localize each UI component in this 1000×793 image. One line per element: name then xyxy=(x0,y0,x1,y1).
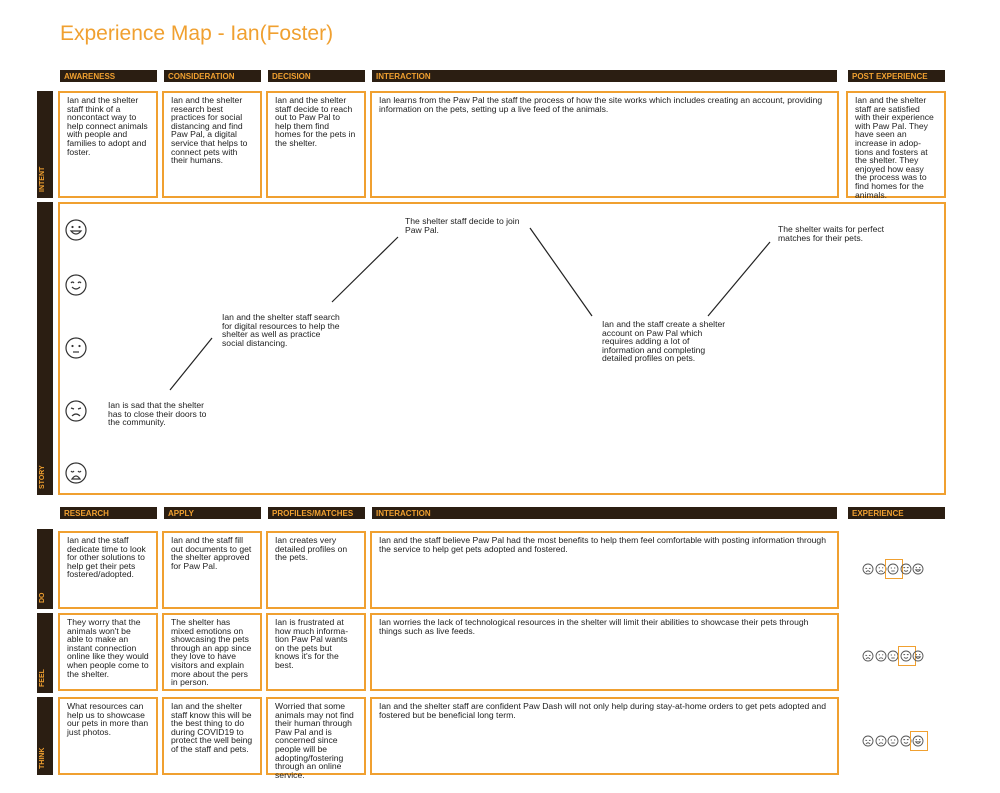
neutral-face-icon xyxy=(887,735,899,747)
think-apply: Ian and the shelter staff know this will be the best thing to do during COVID19 to protect the well being of the staff and pets. xyxy=(162,697,262,775)
feel-apply: The shelter has mixed emotions on showcasing the pets through an app since they love to have visitors and explain more about the pers in person. xyxy=(162,613,262,691)
do-research: Ian and the staff dedicate time to look for other solutions to help get their pets fostered/adopted. xyxy=(58,531,158,609)
story-point-2: Ian and the shelter staff search for digital resources to help the shelter as well as practice social distancing. xyxy=(222,312,340,348)
sad-face-icon xyxy=(875,650,887,662)
header-interaction-2: INTERACTION xyxy=(372,507,837,519)
intent-consideration: Ian and the shelter research best practices for social distancing and find Paw Pal, a digital service that helps to connect pets with their humans. xyxy=(162,91,262,198)
row-label-intent: INTENT xyxy=(37,91,53,198)
do-apply: Ian and the staff fill out documents to get the shelter approved for Paw Pal. xyxy=(162,531,262,609)
intent-awareness: Ian and the shelter staff think of a noncontact way to help connect animals with people and families to adopt and foster. xyxy=(58,91,158,198)
story-point-5: The shelter waits for perfect matches for their pets. xyxy=(778,224,885,243)
header-apply: APPLY xyxy=(164,507,261,519)
intent-post-experience: Ian and the shelter staff are satisfied with their experience with Paw Pal. They have seen an increase in adop-tions and fosters at the shelter. They enjoyed how easy the process was to find homes for the animals. xyxy=(846,91,946,198)
experience-feel xyxy=(862,649,924,663)
story-line-3 xyxy=(530,228,592,316)
feel-interaction: Ian worries the lack of technological resources in the shelter will limit their abilities to showcase their pets through things such as live feeds. xyxy=(370,613,839,691)
header-interaction: INTERACTION xyxy=(372,70,837,82)
very-happy-face-icon xyxy=(912,563,924,575)
intent-interaction: Ian learns from the Paw Pal the staff the process of how the site works which includes creating an account, providing information on the pets, setting up a live feed of the animals. xyxy=(370,91,839,198)
story-point-3: The shelter staff decide to join Paw Pal. xyxy=(405,216,520,235)
experience-do xyxy=(862,562,924,576)
do-profiles: Ian creates very detailed profiles on the pets. xyxy=(266,531,366,609)
header-profiles-matches: PROFILES/MATCHES xyxy=(268,507,365,519)
row-label-do: DO xyxy=(37,529,53,609)
feel-profiles: Ian is frustrated at how much informa-tion Paw Pal wants on the pets but knows it's for the best. xyxy=(266,613,366,691)
story-line-1 xyxy=(170,338,212,390)
row-label-feel: FEEL xyxy=(37,613,53,693)
experience-think xyxy=(862,734,924,748)
story-point-1: Ian is sad that the shelter has to close their doors to the community. xyxy=(108,400,207,428)
header-research: RESEARCH xyxy=(60,507,157,519)
row-label-think: THINK xyxy=(37,697,53,775)
selected-emotion-highlight xyxy=(910,731,928,751)
header-experience: EXPERIENCE xyxy=(848,507,945,519)
header-post-experience: POST EXPERIENCE xyxy=(848,70,945,82)
header-awareness: AWARENESS xyxy=(60,70,157,82)
story-point-4: Ian and the staff create a shelter account on Paw Pal which requires adding a lot of information and completing detailed profiles on pets. xyxy=(602,319,726,364)
very-sad-face-icon xyxy=(862,735,874,747)
happy-face-icon xyxy=(900,563,912,575)
story-line-4 xyxy=(708,242,770,316)
intent-decision: Ian and the shelter staff decide to reach out to Paw Pal to help them find homes for the pets in the shelter. xyxy=(266,91,366,198)
row-label-story: STORY xyxy=(37,202,53,495)
very-sad-face-icon xyxy=(862,563,874,575)
think-research: What resources can help us to showcase our pets in more than just photos. xyxy=(58,697,158,775)
page-title: Experience Map - Ian(Foster) xyxy=(60,22,334,45)
very-sad-face-icon xyxy=(862,650,874,662)
header-decision: DECISION xyxy=(268,70,365,82)
story-line-2 xyxy=(332,237,398,302)
think-profiles: Worried that some animals may not find their human through Paw Pal and is concerned since people will be adopting/fostering through an online service. xyxy=(266,697,366,775)
header-consideration: CONSIDERATION xyxy=(164,70,261,82)
do-interaction: Ian and the staff believe Paw Pal had the most benefits to help them feel comfortable with posting information through the service to help get pets adopted and fostered. xyxy=(370,531,839,609)
think-interaction: Ian and the shelter staff are confident Paw Dash will not only help during stay-at-home orders to get pets adopted and fostered but be beneficial long term. xyxy=(370,697,839,775)
sad-face-icon xyxy=(875,735,887,747)
very-happy-face-icon xyxy=(912,650,924,662)
feel-research: They worry that the animals won't be able to make an instant connection online like they would when people come to the shelter. xyxy=(58,613,158,691)
